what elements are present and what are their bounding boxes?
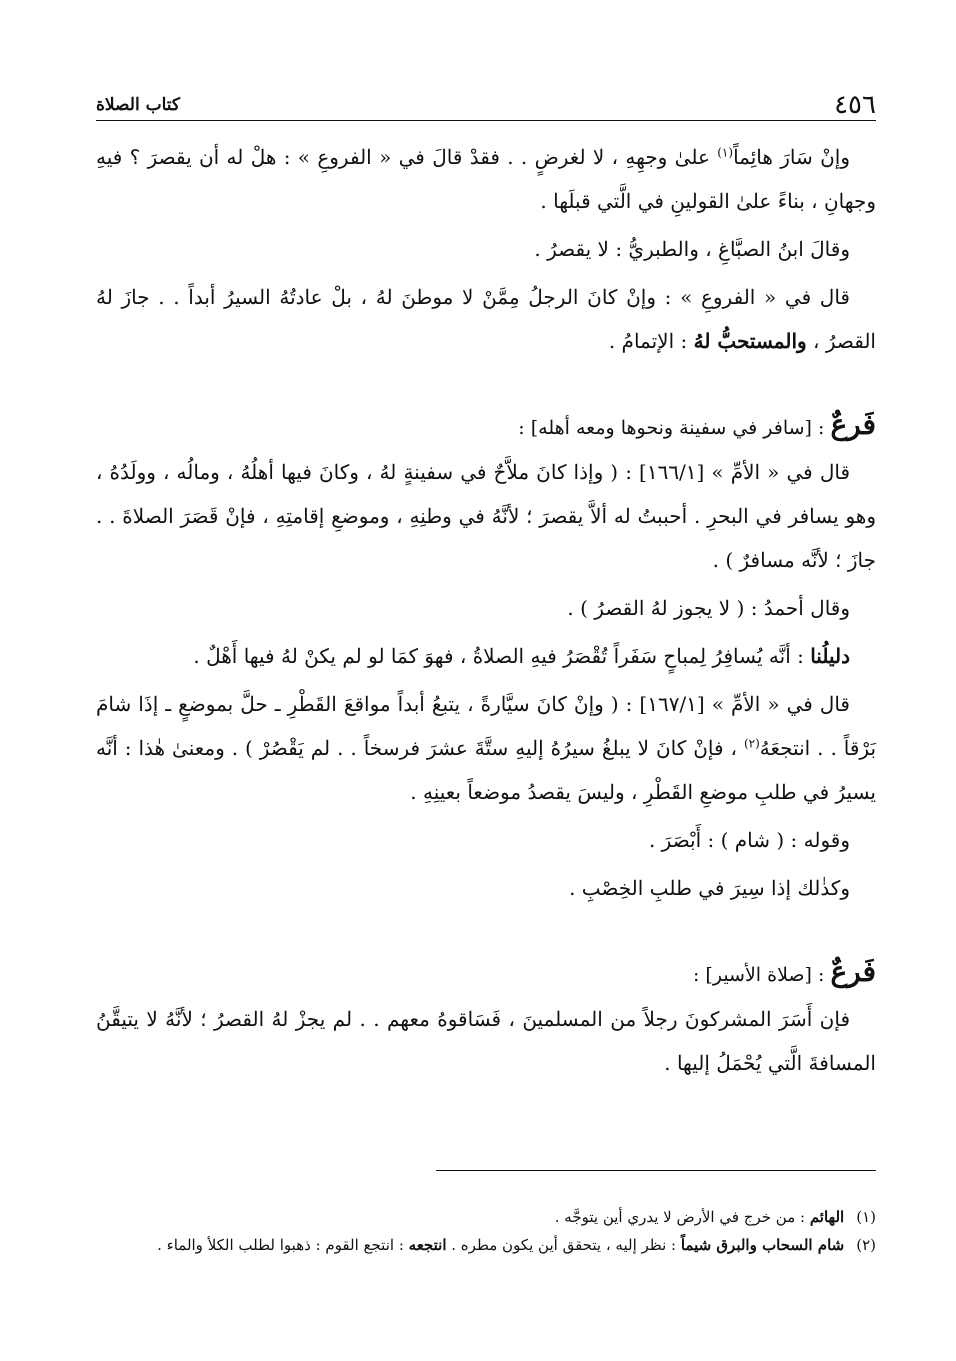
section-word-2: فَرعٌ [830,955,876,988]
page-number: ٤٥٦ [834,90,876,120]
footnote-body [157,1231,844,1259]
paragraph-7-text-a: قال في « الأمِّ » [١٦٧/١] : ( وإنْ كانَ سيَّارةً ، يتبعُ أبداً مواقعَ القَطْرِ ـ حلَّ بموضعٍ ـ إذَا شامَ بَرْقاً . . انتجعَهُ [96,692,877,760]
section-title-1: : [سافر في سفينة ونحوها ومعه أهله] : [518,417,831,439]
footnote-text-2: : انتجع القوم : ذهبوا لطلب الكلأ والماء . [157,1236,409,1254]
paragraph-3-text-a: قال في « الفروعِ » : وإنْ كانَ الرجلُ مِمَّنْ لا موطنَ لهُ ، بلْ عادتُهُ السيرُ أبداً . . جازَ لهُ القصرُ ، [96,285,876,353]
footnote-number: (٢) [856,1236,876,1254]
page [96,84,876,1085]
paragraph-8: وقوله : ( شام ) : أَبْصَرَ . [648,828,850,852]
footnote-1 [96,1203,876,1231]
paragraph-1-text-b: علىٰ وجهِهِ ، لا لغرضٍ . . فقدْ قالَ في « الفروعِ » : هلْ له أن يقصرَ ؟ فيهِ وجهانِ ، بناءً علىٰ القولينِ في الَّتي قبلَها . [96,145,876,213]
footnote-term-2: انتجعه [408,1236,447,1254]
paragraph-9: وكذٰلك إذا سِيرَ في طلبِ الخِصْبِ . [569,876,850,900]
paragraph-1 [96,135,876,223]
running-header [96,84,876,121]
footnote-ref-1: (١) [717,145,734,160]
section-title-2: : [صلاة الأسير] : [692,964,831,986]
footnotes [96,1203,876,1259]
footnote-term: الهائم [809,1208,845,1226]
paragraph-3-text-b: : الإتمامُ . [608,329,694,353]
paragraph-6-text: : أنَّه يُسافِرُ لِمباحٍ سَفَراً تُقْصَرُ فيهِ الصلاةُ ، فهوَ كمَا لو لم يكنْ لهُ فيها أَهْلٌ . [193,644,811,668]
paragraph-6-bold: دليلُنا [810,644,850,668]
paragraph-3 [96,275,876,363]
paragraph-4: قال في « الأمِّ » [١٦٦/١] : ( وإذا كانَ ملاَّحٌ في سفينةٍ لهُ ، وكانَ فيها أهلُهُ ، ومالُه ، وولَدُهُ ، وهو يسافر في البحرِ . أحببتُ له ألاَّ يقصرَ ؛ لأنَّهُ في وطنِهِ ، وموضعِ إقامتِهِ ، فإنْ قَصَرَ الصلاةَ . . جازَ ؛ لأنَّه مسافرٌ ) . [96,460,876,572]
paragraph-3-bold: والمستحبُّ لهُ [693,329,807,353]
footnote-number: (١) [856,1208,876,1226]
paragraph-7-text-b: ، فإنْ كانَ لا يبلغُ سيرُهُ إليهِ ستَّةَ عشرَ فرسخاً . . لم يَقْصُرْ ) . ومعنىٰ هٰذا : أنَّه يسيرُ في طلبِ موضعِ القَطْرِ ، وليسَ يقصدُ موضعاً بعينِهِ . [96,736,876,804]
footnote-body [555,1203,844,1231]
section-word-1: فَرعٌ [830,408,876,441]
footnote-text: : نظر إليه ، يتحقق أين يكون مطره . [446,1236,681,1254]
footnote-text: : من خرج في الأرض لا يدري أين يتوجَّه . [554,1208,810,1226]
footnote-rule [436,1170,876,1171]
paragraph-5: وقال أحمدُ : ( لا يجوز لهُ القصرُ ) . [567,596,850,620]
running-title: كتاب الصلاة [96,95,181,115]
section-heading-1 [96,403,876,450]
section-heading-2 [96,950,876,997]
paragraph-7 [96,682,876,814]
footnote-ref-2: (٢) [743,736,760,751]
paragraph-1-text-a: وإنْ سَارَ هائِماً [733,145,850,169]
paragraph-2: وقالَ ابنُ الصبَّاغِ ، والطبريُّ : لا يقصرُ . [534,237,850,261]
paragraph-10: فإن أَسَرَ المشركونَ رجلاً من المسلمينَ ، فَسَاقوهُ معهم . . لم يجزْ لهُ القصرُ ؛ لأنَّهُ لا يتيقَّنُ المسافةَ الَّتي يُحْمَلُ إليها . [96,1007,876,1075]
main-text [96,135,876,1085]
footnote-2 [96,1231,876,1259]
paragraph-6 [96,634,876,678]
footnote-term: شام السحاب والبرق شيماً [680,1236,845,1254]
